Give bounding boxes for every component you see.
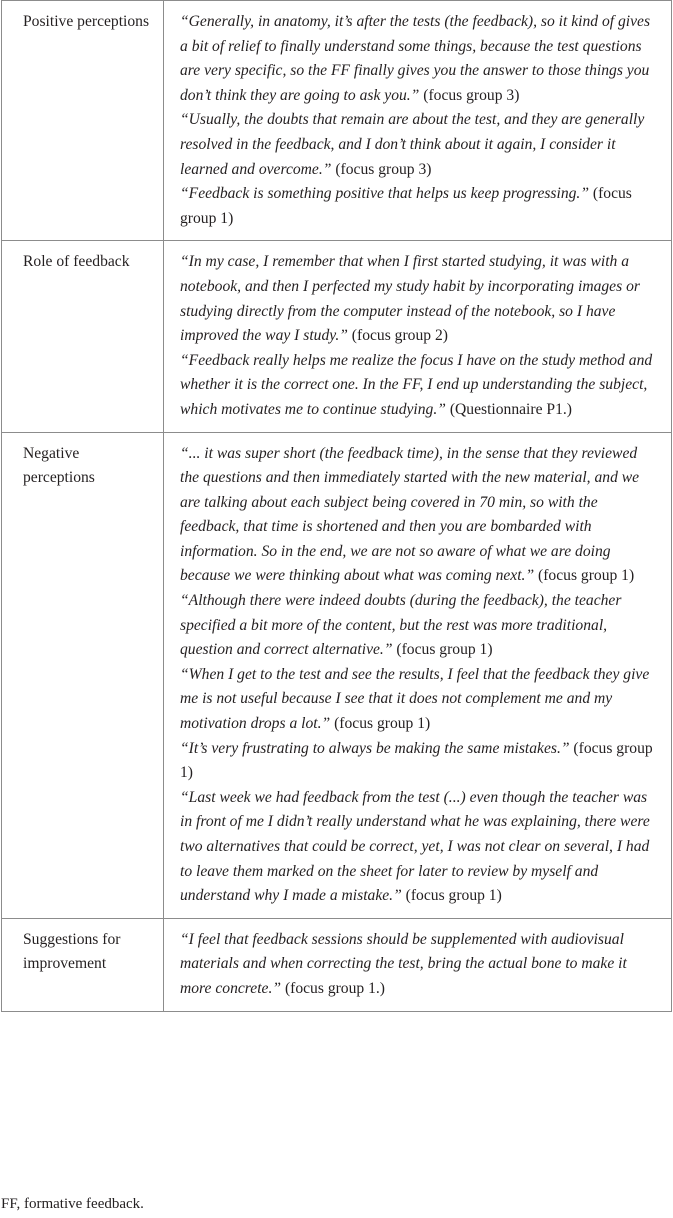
quotes-table-body (2, 1, 672, 1012)
table-row (2, 432, 672, 918)
quote (180, 182, 657, 231)
quote-source: (focus group 2) (347, 327, 448, 345)
table-footnote: FF, formative feedback. (1, 1196, 144, 1212)
quotes-cell (164, 432, 672, 918)
quote-source: (focus group 1) (180, 185, 632, 227)
category-cell: Negative perceptions (2, 432, 164, 918)
quotes-cell (164, 1, 672, 241)
quote-text: “When I get to the test and see the results, I feel that the feedback they give me is not useful because I see that it does not complement me and my motivation drops a lot.” (180, 665, 650, 733)
quote-source: (focus group 3) (419, 86, 520, 104)
quote (180, 663, 657, 737)
quote-text: “In my case, I remember that when I first started studying, it was with a notebook, and then I perfected my study habit by incorporating images or studying directly from the computer instead of the notebook, so I have improved the way I study.” (180, 253, 640, 345)
quote (180, 108, 657, 182)
quote-source: (focus group 1) (401, 887, 502, 905)
category-cell: Positive perceptions (2, 1, 164, 241)
quote-text: “Feedback really helps me realize the focus I have on the study method and whether it is the correct one. In the FF, I end up understanding the subject, which motivates me to continue studying.” (180, 351, 653, 418)
quote-source: (focus group 1) (180, 739, 653, 782)
quote (180, 349, 657, 423)
quote-source: (focus group 1) (534, 567, 635, 585)
quote-text: “... it was super short (the feedback time), in the sense that they reviewed the questions and then immediately started with the new material, and we are talking about each subject being covered in 70 min, so with the feedback, that time is shortened and then you are bombarded with information. So in the end, we are not so aware of what we are doing because we were thinking about what was coming next.” (180, 444, 640, 585)
quote-text: “Last week we had feedback from the test (...) even though the teacher was in front of me I didn’t really understand what he was explaining, there were two alternatives that could be correct, yet, I was not clear on several, I had to leave them marked on the sheet for later to review by myself and understand why I made a mistake.” (180, 788, 650, 905)
quote (180, 737, 657, 786)
category-cell: Role of feedback (2, 241, 164, 432)
quote-source: (focus group 1) (330, 715, 431, 733)
quote (180, 10, 657, 108)
table-row (2, 1, 672, 241)
quote-source: (focus group 1.) (281, 979, 385, 997)
quote-text: “Although there were indeed doubts (during the feedback), the teacher specified a bit more of the content, but the rest was more traditional, question and correct alternative.” (180, 592, 622, 659)
quote (180, 589, 657, 663)
quote (180, 250, 657, 348)
quote (180, 928, 657, 1002)
table-row (2, 918, 672, 1011)
quote (180, 786, 657, 909)
quote-text: “Generally, in anatomy, it’s after the tests (the feedback), so it kind of gives a bit of relief to finally understand some things, because the test questions are very specific, so the FF finally gives you the answer to those things you don’t think they are going to ask you.” (180, 13, 651, 104)
table-row (2, 241, 672, 432)
quotes-table (1, 0, 672, 1012)
quotes-cell (164, 918, 672, 1011)
quote-text: “Feedback is something positive that helps us keep progressing.” (180, 185, 589, 203)
quotes-cell (164, 241, 672, 432)
quote-source: (focus group 1) (392, 641, 493, 659)
quote-text: “Usually, the doubts that remain are about the test, and they are generally resolved in the feedback, and I don’t think about it again, I consider it learned and overcome.” (180, 111, 645, 178)
quote-source: (Questionnaire P1.) (445, 400, 572, 418)
quote (180, 442, 657, 590)
quote-text: “I feel that feedback sessions should be supplemented with audiovisual materials and when correcting the test, bring the actual bone to make it more concrete.” (180, 930, 627, 997)
category-cell: Suggestions for improvement (2, 918, 164, 1011)
quote-source: (focus group 3) (331, 160, 432, 178)
quote-text: “It’s very frustrating to always be making the same mistakes.” (180, 739, 570, 757)
